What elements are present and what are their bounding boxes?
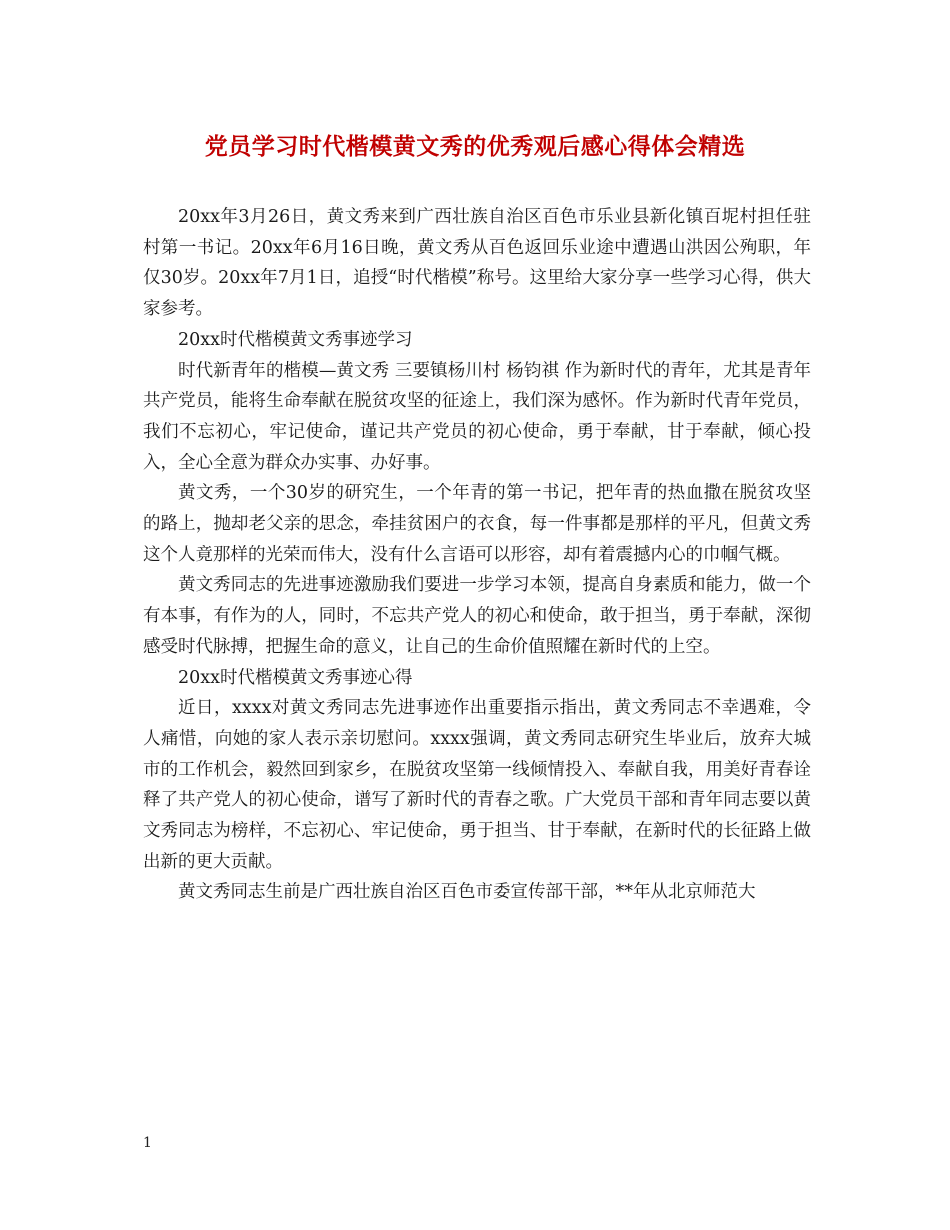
document-body <box>143 202 811 908</box>
document-title: 党员学习时代楷模黄文秀的优秀观后感心得体会精选 <box>204 133 746 160</box>
paragraph-background: 黄文秀同志生前是广西壮族自治区百色市委宣传部干部，**年从北京师范大 <box>178 882 756 903</box>
paragraph-inspiration: 黄文秀同志的先进事迹激励我们要进一步学习本领，提高自身素质和能力，做一个有本事，有作为的人，同时，不忘共产党人的初心和使命，敢于担当，勇于奉献，深彻感受时代脉搏，把握生命的意义，让自己的生命价值照耀在新时代的上空。 <box>143 575 811 657</box>
paragraph-instructions: 近日，xxxx对黄文秀同志先进事迹作出重要指示指出，黄文秀同志不幸遇难，令人痛惜，向她的家人表示亲切慰问。xxxx强调，黄文秀同志研究生毕业后，放弃大城市的工作机会，毅然回到家乡，在脱贫攻坚第一线倾情投入、奉献自我，用美好青春诠释了共产党人的初心使命，谱写了新时代的青春之歌。广大党员干部和青年同志要以黄文秀同志为榜样，不忘初心、牢记使命，勇于担当、甘于奉献，在新时代的长征路上做出新的更大贡献。 <box>143 698 811 872</box>
page-number: 1 <box>143 1135 152 1151</box>
section-heading-reflection: 20xx时代楷模黄文秀事迹心得 <box>178 667 413 688</box>
paragraph-intro: 20xx年3月26日，黄文秀来到广西壮族自治区百色市乐业县新化镇百坭村担任驻村第一书记。20xx年6月16日晚，黄文秀从百色返回乐业途中遭遇山洪因公殉职，年仅30岁。20xx年7月1日，追授“时代楷模”称号。这里给大家分享一些学习心得，供大家参考。 <box>143 207 811 320</box>
paragraph-huang-wenxiu: 黄文秀，一个30岁的研究生，一个年青的第一书记，把年青的热血撒在脱贫攻坚的路上，抛却老父亲的思念，牵挂贫困户的衣食，每一件事都是那样的平凡，但黄文秀这个人竟那样的光荣而伟大，没有什么言语可以形容，却有着震撼内心的巾帼气概。 <box>143 483 811 565</box>
section-heading-study: 20xx时代楷模黄文秀事迹学习 <box>178 329 413 350</box>
paragraph-role-model: 时代新青年的楷模—黄文秀 三要镇杨川村 杨钧祺 作为新时代的青年，尤其是青年共产党员，能将生命奉献在脱贫攻坚的征途上，我们深为感怀。作为新时代青年党员，我们不忘初心，牢记使命，谨记共产党员的初心使命，勇于奉献，甘于奉献，倾心投入，全心全意为群众办实事、办好事。 <box>143 360 811 473</box>
